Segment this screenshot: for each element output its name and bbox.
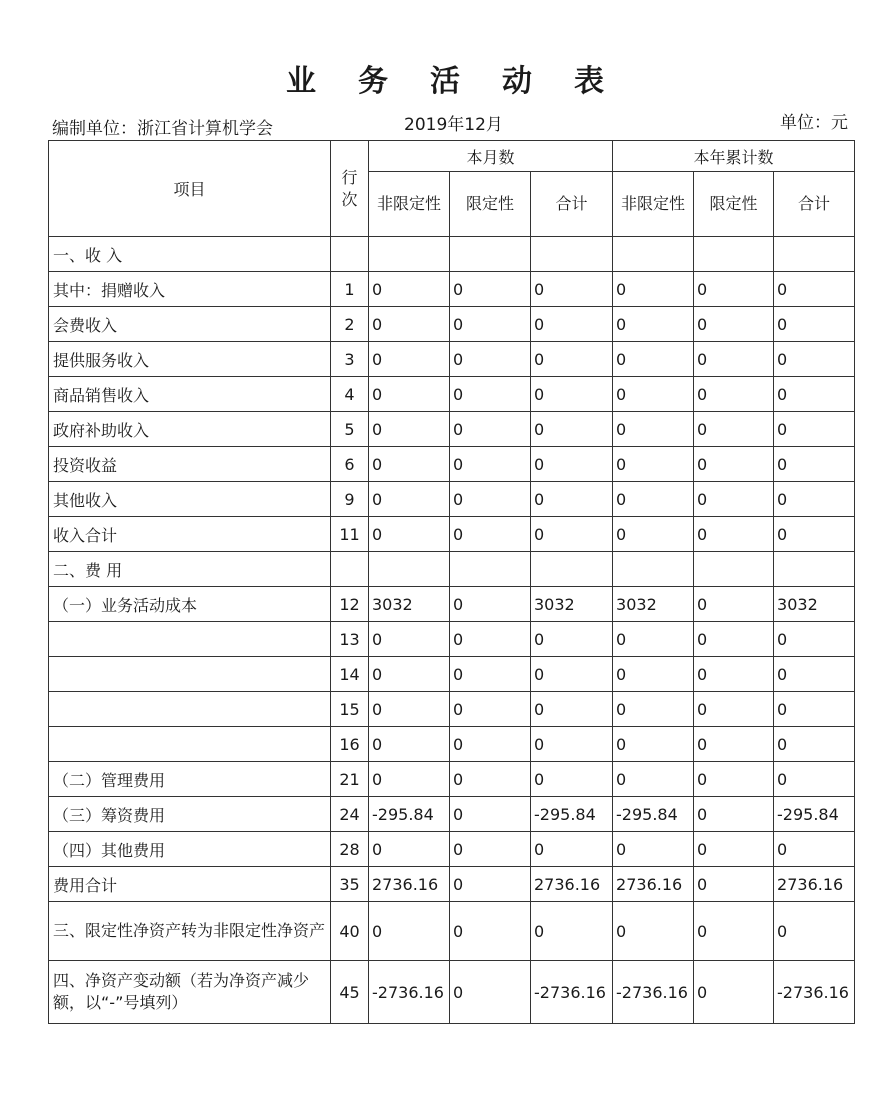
cell-month-total: 0 — [531, 902, 613, 961]
cell-year-unrestricted: 0 — [613, 657, 694, 692]
cell-year-unrestricted: 0 — [613, 692, 694, 727]
cell-year-unrestricted: 0 — [613, 727, 694, 762]
cell-month-total: -2736.16 — [531, 961, 613, 1024]
cell-year-total: 0 — [774, 272, 855, 307]
header-month-group: 本月数 — [369, 141, 613, 172]
row-line-number — [331, 237, 369, 272]
cell-year-unrestricted: 0 — [613, 342, 694, 377]
cell-month-unrestricted — [369, 237, 450, 272]
cell-year-unrestricted: 0 — [613, 412, 694, 447]
cell-year-unrestricted: 0 — [613, 622, 694, 657]
table-row — [49, 657, 855, 692]
row-item-label: （四）其他费用 — [49, 832, 331, 867]
currency-unit: 单位：元 — [780, 113, 848, 133]
row-item-label — [49, 727, 331, 762]
row-item-label: 其中：捐赠收入 — [49, 272, 331, 307]
cell-year-restricted: 0 — [694, 832, 774, 867]
cell-month-unrestricted: 0 — [369, 447, 450, 482]
table-row — [49, 377, 855, 412]
header-month-restricted: 限定性 — [450, 172, 531, 237]
activity-table — [48, 140, 855, 1024]
cell-month-unrestricted: 0 — [369, 517, 450, 552]
table-row — [49, 482, 855, 517]
cell-month-total: 0 — [531, 307, 613, 342]
cell-month-unrestricted: 0 — [369, 727, 450, 762]
cell-year-restricted: 0 — [694, 342, 774, 377]
cell-month-restricted: 0 — [450, 482, 531, 517]
cell-month-total: 3032 — [531, 587, 613, 622]
cell-year-unrestricted: -295.84 — [613, 797, 694, 832]
cell-year-unrestricted: 3032 — [613, 587, 694, 622]
row-line-number: 14 — [331, 657, 369, 692]
cell-year-unrestricted: 0 — [613, 482, 694, 517]
cell-month-total: 0 — [531, 377, 613, 412]
cell-month-unrestricted: 0 — [369, 342, 450, 377]
table-row — [49, 692, 855, 727]
table-row — [49, 961, 855, 1024]
row-line-number: 12 — [331, 587, 369, 622]
row-line-number: 13 — [331, 622, 369, 657]
row-item-label: 收入合计 — [49, 517, 331, 552]
cell-year-unrestricted: 0 — [613, 762, 694, 797]
cell-month-unrestricted: -2736.16 — [369, 961, 450, 1024]
cell-year-restricted: 0 — [694, 902, 774, 961]
cell-year-unrestricted: -2736.16 — [613, 961, 694, 1024]
cell-month-unrestricted: 0 — [369, 307, 450, 342]
row-item-label: 政府补助收入 — [49, 412, 331, 447]
row-line-number: 2 — [331, 307, 369, 342]
cell-month-restricted: 0 — [450, 867, 531, 902]
row-line-number: 4 — [331, 377, 369, 412]
report-title: 业务活动表 — [286, 64, 646, 99]
cell-month-total — [531, 237, 613, 272]
cell-year-unrestricted: 0 — [613, 832, 694, 867]
row-line-number: 21 — [331, 762, 369, 797]
cell-year-unrestricted: 0 — [613, 517, 694, 552]
cell-month-total: -295.84 — [531, 797, 613, 832]
cell-month-unrestricted: 3032 — [369, 587, 450, 622]
cell-year-total: -2736.16 — [774, 961, 855, 1024]
cell-month-unrestricted: 0 — [369, 482, 450, 517]
row-item-label: 会费收入 — [49, 307, 331, 342]
cell-year-restricted: 0 — [694, 762, 774, 797]
cell-month-unrestricted: 0 — [369, 412, 450, 447]
table-row — [49, 867, 855, 902]
cell-year-total: 0 — [774, 762, 855, 797]
cell-year-unrestricted: 0 — [613, 307, 694, 342]
cell-year-restricted: 0 — [694, 587, 774, 622]
cell-month-unrestricted: 0 — [369, 622, 450, 657]
cell-month-unrestricted: 2736.16 — [369, 867, 450, 902]
row-item-label: （一）业务活动成本 — [49, 587, 331, 622]
table-row — [49, 447, 855, 482]
cell-month-total: 0 — [531, 692, 613, 727]
cell-month-total: 0 — [531, 272, 613, 307]
cell-month-total: 0 — [531, 412, 613, 447]
row-line-number: 11 — [331, 517, 369, 552]
cell-year-total: 0 — [774, 342, 855, 377]
header-year-group: 本年累计数 — [613, 141, 855, 172]
table-row — [49, 902, 855, 961]
cell-year-total: 0 — [774, 482, 855, 517]
cell-month-unrestricted: 0 — [369, 377, 450, 412]
header-month-total: 合计 — [531, 172, 613, 237]
cell-year-restricted: 0 — [694, 377, 774, 412]
row-item-label: （二）管理费用 — [49, 762, 331, 797]
cell-month-total: 0 — [531, 342, 613, 377]
cell-year-total: 0 — [774, 412, 855, 447]
header-line-no: 行次 — [331, 141, 369, 237]
row-line-number: 45 — [331, 961, 369, 1024]
table-row — [49, 727, 855, 762]
cell-month-total: 0 — [531, 622, 613, 657]
cell-month-total: 0 — [531, 832, 613, 867]
cell-month-restricted: 0 — [450, 762, 531, 797]
cell-year-total — [774, 552, 855, 587]
cell-month-restricted: 0 — [450, 377, 531, 412]
cell-year-restricted: 0 — [694, 517, 774, 552]
row-item-label: 提供服务收入 — [49, 342, 331, 377]
row-line-number: 24 — [331, 797, 369, 832]
row-line-number: 1 — [331, 272, 369, 307]
cell-year-total: 0 — [774, 727, 855, 762]
cell-year-total: 0 — [774, 517, 855, 552]
row-line-number: 16 — [331, 727, 369, 762]
row-line-number: 35 — [331, 867, 369, 902]
cell-month-restricted: 0 — [450, 412, 531, 447]
cell-month-restricted: 0 — [450, 342, 531, 377]
cell-year-restricted — [694, 552, 774, 587]
cell-year-restricted: 0 — [694, 412, 774, 447]
row-item-label: 其他收入 — [49, 482, 331, 517]
cell-year-restricted: 0 — [694, 622, 774, 657]
header-year-restricted: 限定性 — [694, 172, 774, 237]
cell-month-total: 0 — [531, 482, 613, 517]
cell-year-restricted: 0 — [694, 727, 774, 762]
cell-year-restricted: 0 — [694, 482, 774, 517]
table-body — [49, 237, 855, 1024]
table-row — [49, 517, 855, 552]
header-item: 项目 — [49, 141, 331, 237]
cell-year-total: 0 — [774, 902, 855, 961]
cell-month-unrestricted: 0 — [369, 272, 450, 307]
cell-month-restricted: 0 — [450, 727, 531, 762]
row-line-number: 5 — [331, 412, 369, 447]
cell-year-total: 0 — [774, 657, 855, 692]
cell-year-unrestricted: 2736.16 — [613, 867, 694, 902]
cell-month-restricted — [450, 552, 531, 587]
cell-year-restricted — [694, 237, 774, 272]
cell-year-unrestricted: 0 — [613, 447, 694, 482]
cell-year-total: 0 — [774, 832, 855, 867]
cell-month-restricted: 0 — [450, 692, 531, 727]
cell-month-restricted: 0 — [450, 307, 531, 342]
row-line-number: 9 — [331, 482, 369, 517]
table-row — [49, 237, 855, 272]
reporting-unit: 编制单位：浙江省计算机学会 — [52, 119, 273, 139]
cell-year-total: 0 — [774, 622, 855, 657]
row-item-label: 二、费 用 — [49, 552, 331, 587]
row-item-label: 三、限定性净资产转为非限定性净资产 — [49, 902, 331, 961]
cell-month-restricted: 0 — [450, 797, 531, 832]
row-line-number: 15 — [331, 692, 369, 727]
cell-month-restricted: 0 — [450, 832, 531, 867]
header-year-total: 合计 — [774, 172, 855, 237]
table-row — [49, 342, 855, 377]
cell-year-total: 3032 — [774, 587, 855, 622]
cell-month-restricted: 0 — [450, 517, 531, 552]
table-row — [49, 272, 855, 307]
cell-month-restricted: 0 — [450, 272, 531, 307]
row-line-number: 3 — [331, 342, 369, 377]
cell-year-total: 0 — [774, 307, 855, 342]
cell-year-total: 2736.16 — [774, 867, 855, 902]
table-row — [49, 587, 855, 622]
header-year-unrestricted: 非限定性 — [613, 172, 694, 237]
report-period: 2019年12月 — [404, 115, 503, 135]
cell-year-unrestricted — [613, 237, 694, 272]
cell-month-restricted: 0 — [450, 622, 531, 657]
cell-year-restricted: 0 — [694, 307, 774, 342]
cell-year-unrestricted — [613, 552, 694, 587]
cell-month-unrestricted: 0 — [369, 657, 450, 692]
table-row — [49, 307, 855, 342]
cell-month-unrestricted — [369, 552, 450, 587]
table-row — [49, 622, 855, 657]
row-item-label: （三）筹资费用 — [49, 797, 331, 832]
cell-year-total: 0 — [774, 377, 855, 412]
table-row — [49, 412, 855, 447]
cell-month-total: 2736.16 — [531, 867, 613, 902]
cell-month-total: 0 — [531, 447, 613, 482]
cell-month-restricted: 0 — [450, 961, 531, 1024]
cell-year-restricted: 0 — [694, 692, 774, 727]
cell-year-restricted: 0 — [694, 447, 774, 482]
cell-month-unrestricted: 0 — [369, 762, 450, 797]
cell-month-total: 0 — [531, 762, 613, 797]
row-item-label: 一、收 入 — [49, 237, 331, 272]
header-month-unrestricted: 非限定性 — [369, 172, 450, 237]
table-row — [49, 832, 855, 867]
cell-year-total: 0 — [774, 447, 855, 482]
cell-month-total: 0 — [531, 517, 613, 552]
cell-month-unrestricted: 0 — [369, 902, 450, 961]
row-item-label: 投资收益 — [49, 447, 331, 482]
cell-year-total: 0 — [774, 692, 855, 727]
cell-month-restricted — [450, 237, 531, 272]
table-row — [49, 797, 855, 832]
cell-month-restricted: 0 — [450, 587, 531, 622]
cell-year-restricted: 0 — [694, 867, 774, 902]
cell-month-total — [531, 552, 613, 587]
cell-year-restricted: 0 — [694, 961, 774, 1024]
cell-year-total: -295.84 — [774, 797, 855, 832]
cell-year-unrestricted: 0 — [613, 272, 694, 307]
row-line-number: 40 — [331, 902, 369, 961]
cell-month-restricted: 0 — [450, 902, 531, 961]
table-row — [49, 552, 855, 587]
cell-month-restricted: 0 — [450, 657, 531, 692]
cell-month-total: 0 — [531, 657, 613, 692]
cell-year-total — [774, 237, 855, 272]
table-row — [49, 762, 855, 797]
row-item-label — [49, 692, 331, 727]
row-line-number: 28 — [331, 832, 369, 867]
cell-month-unrestricted: 0 — [369, 832, 450, 867]
row-item-label: 商品销售收入 — [49, 377, 331, 412]
row-item-label: 费用合计 — [49, 867, 331, 902]
row-item-label — [49, 622, 331, 657]
cell-month-unrestricted: 0 — [369, 692, 450, 727]
cell-year-unrestricted: 0 — [613, 377, 694, 412]
row-item-label — [49, 657, 331, 692]
row-item-label: 四、净资产变动额（若为净资产减少额，以“-”号填列） — [49, 961, 331, 1024]
cell-year-restricted: 0 — [694, 657, 774, 692]
row-line-number — [331, 552, 369, 587]
cell-month-unrestricted: -295.84 — [369, 797, 450, 832]
cell-month-restricted: 0 — [450, 447, 531, 482]
cell-year-restricted: 0 — [694, 272, 774, 307]
header-row-groups — [49, 141, 855, 172]
cell-month-total: 0 — [531, 727, 613, 762]
row-line-number: 6 — [331, 447, 369, 482]
cell-year-unrestricted: 0 — [613, 902, 694, 961]
cell-year-restricted: 0 — [694, 797, 774, 832]
